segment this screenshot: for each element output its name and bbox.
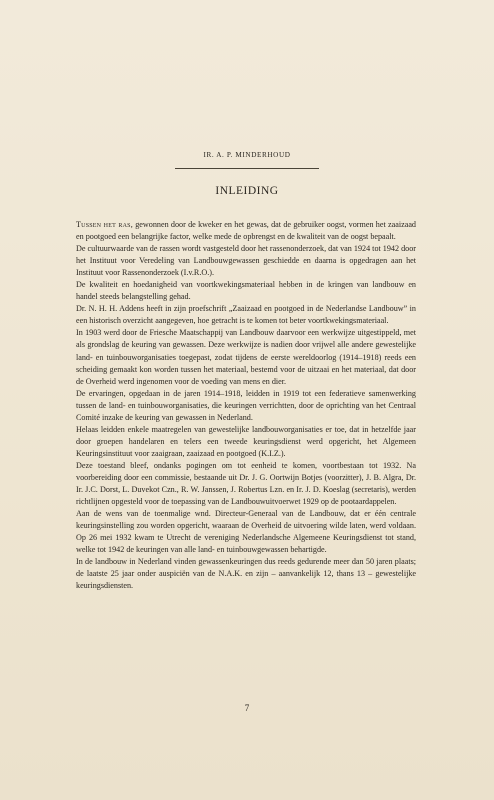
running-header-author: IR. A. P. MINDERHOUD xyxy=(203,151,291,159)
paragraph-6: De ervaringen, opgedaan in de jaren 1914–1918, leidden in 1919 tot een federatieve samenwerking tussen de land- en tuinbouworganisaties, die keuringen verrichtten, door de oprichting van het Centraal Comité inzake de keuring van gewassen in Nederland. xyxy=(76,388,416,422)
body-text xyxy=(76,219,416,592)
paragraph-4: Dr. N. H. H. Addens heeft in zijn proefschrift „Zaaizaad en pootgoed in de Nederlandse Landbouw” in een historisch overzicht aangegeven, hoe getracht is te komen tot beter voortkwekingsmateriaal. xyxy=(76,304,416,326)
paragraph-7: Helaas leidden enkele maatregelen van gewestelijke landbouworganisaties er toe, dat in hetzelfde jaar door groepen handelaren en telers een tweede keuringsdienst werd opgericht, het Algemeen Keuringsinstituut voor zaaigraan, zaaizaad en pootgoed (K.I.Z.). xyxy=(76,424,416,458)
paragraph-5: In 1903 werd door de Friesche Maatschappij van Landbouw daarvoor een werkwijze uitgestippeld, met als grondslag de keuring van gewassen. Deze werkwijze is nadien door vrijwel alle andere gewestelijke land- en tuinbouworganisaties toegepast, zodat tijdens de eerste wereldoorlog (1914–1918) reeds een scheiding gemaakt kon worden tussen het materiaal, bestemd voor de uitzaai en het materiaal, dat door de Overheid werd ingenomen voor de voeding van mens en dier. xyxy=(76,328,416,386)
paragraph-9: Aan de wens van de toenmalige wnd. Directeur-Generaal van de Landbouw, dat er één centrale keuringsinstelling zou worden opgericht, waaraan de Overheid de uitvoering wilde laten, werd voldaan. Op 26 mei 1932 kwam te Utrecht de vereniging Nederlandsche Algemeene Keuringsdienst tot stand, welke tot 1942 de keuringen van alle land- en tuinbouwgewassen behartigde. xyxy=(76,509,416,555)
header-rule xyxy=(175,168,319,169)
paragraph-10: In de landbouw in Nederland vinden gewassenkeuringen dus reeds gedurende meer dan 50 jaren plaats; de laatste 25 jaar onder auspiciën van de N.A.K. en zijn – aanvankelijk 12, thans 13 – gewestelijke keuringsdiensten. xyxy=(76,557,416,591)
paragraph-2: De cultuurwaarde van de rassen wordt vastgesteld door het rassenonderzoek, dat van 1924 tot 1942 door het Instituut voor Veredeling van Landbouwgewassen geschiedde en daarna is opgedragen aan het Instituut voor Rassenonderzoek (I.v.R.O.). xyxy=(76,244,416,278)
page-number: 7 xyxy=(244,703,250,713)
paragraph-1 xyxy=(76,219,416,243)
paragraph-1-text: gewonnen door de kweker en het gewas, dat de gebruiker oogst, vormen het zaaizaad en pootgoed een belangrijke factor, welke mede de opbrengst en de kwaliteit van de oogst bepaalt. xyxy=(76,220,416,242)
section-title: INLEIDING xyxy=(215,185,279,197)
paragraph-3: De kwaliteit en hoedanigheid van voortkwekingsmateriaal hebben in de kringen van landbouw en handel steeds belangstelling gehad. xyxy=(76,280,416,302)
lead-in-small-caps: Tussen het ras, xyxy=(76,220,133,229)
paragraph-8: Deze toestand bleef, ondanks pogingen om tot eenheid te komen, voortbestaan tot 1932. Na voorbereiding door een commissie, bestaande uit Dr. J. G. Oortwijn Botjes (voorzitter), J. B. Algra, Dr. Ir. J.C. Dorst, L. Duvekot Czn., R. W. Janssen, J. Robertus Lzn. en Ir. J. D. Koeslag (secretaris), werden richtlijnen opgesteld voor de toepassing van de Landbouwuitvoerwet 1929 op de pootaardappelen. xyxy=(76,460,416,507)
